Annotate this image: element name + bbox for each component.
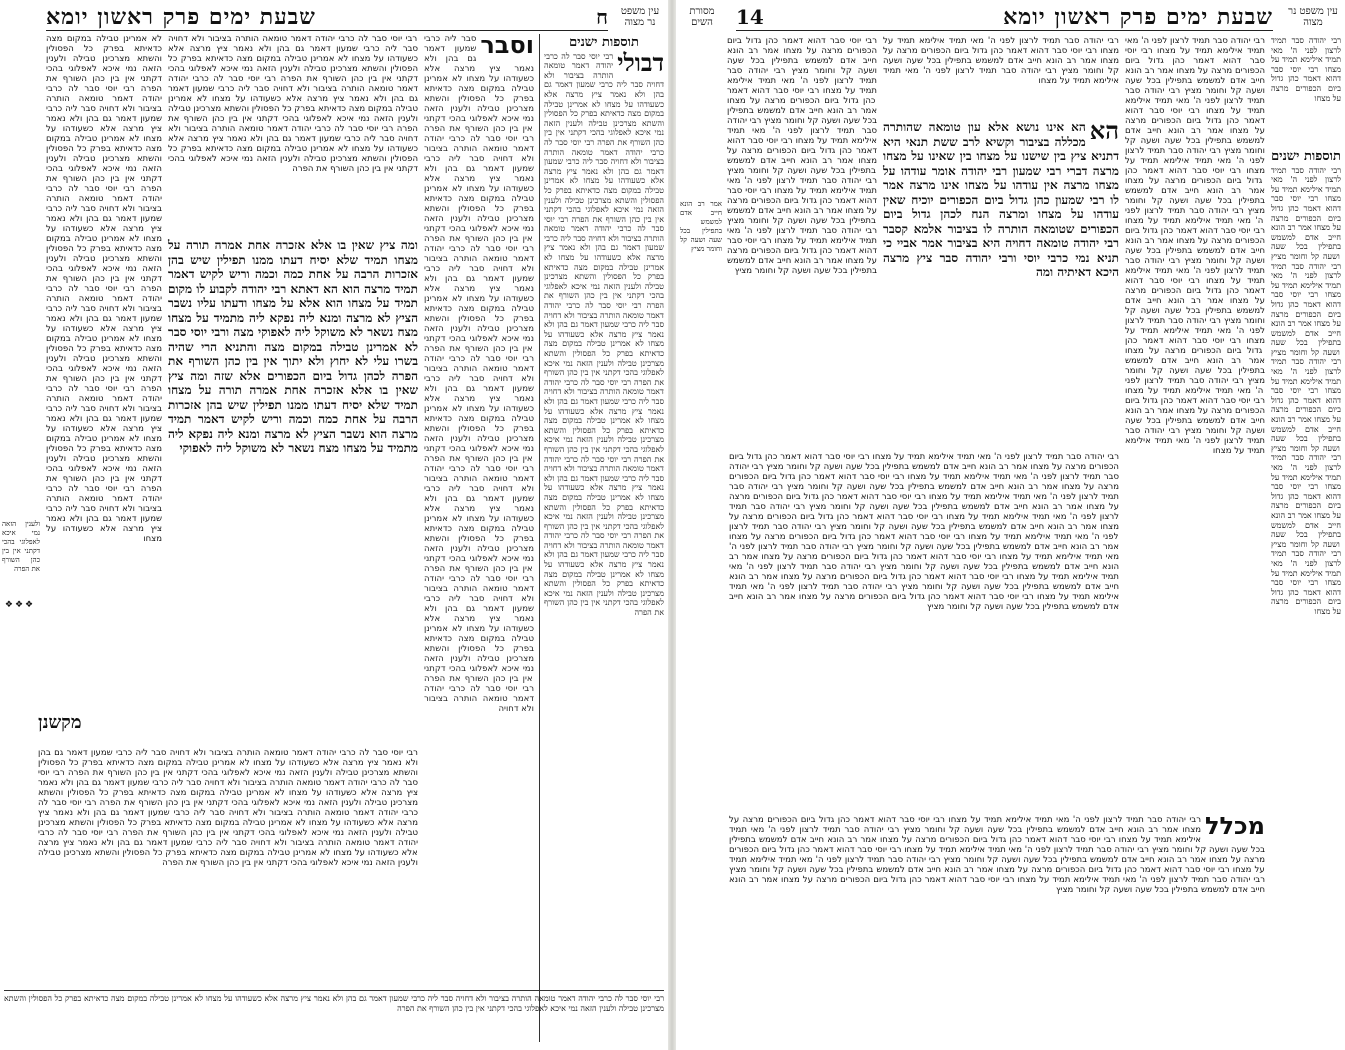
right-ty-text-6: אמר רב הונא חייב אדם למשמש בתפילין בכל שעה ושעה קל וחומר מציץ <box>1271 319 1341 357</box>
right-bottom-text-9: אמר רב הונא חייב אדם למשמש בתפילין בכל שעה ושעה קל וחומר מציץ <box>940 855 1207 865</box>
left-top-text-4: ולענין הזאה נמי איכא לאפלוגי בהכי דקתני אין בין כהן השורף את הפרה <box>168 64 418 84</box>
left-comm-text-23: ולענין הזאה נמי איכא לאפלוגי בהכי דקתני אין בין כהן השורף את הפרה <box>424 654 534 684</box>
right-lower-text-13: רבי יהודה סבר תמיד לרצון לפני ה' מאי תמיד אילימא תמיד על מצחו <box>729 522 1119 542</box>
right-bottom-text-15: אמר רב הונא חייב אדם למשמש בתפילין בכל שעה ושעה קל וחומר מציץ <box>729 875 1265 895</box>
right-bottom-text-7: רבי יהודה סבר תמיד לרצון לפני ה' מאי תמיד אילימא תמיד על מצחו <box>901 845 1149 855</box>
right-masoret-margin <box>680 200 722 700</box>
left-dvar-word: דבולי <box>617 47 664 77</box>
left-lower-text-2: סבר ליה כרבי שמעון דאמר גם בהן ולא נאמר ציץ מרצה אלא כשעודהו על מצחו <box>38 748 418 768</box>
right-lower-text-3: אמר רב הונא חייב אדם למשמש בתפילין בכל שעה ושעה קל וחומר מציץ <box>763 462 1028 472</box>
left-inner-text-13: לא אמרינן טבילה במקום מצה כדאיתא בפרק כל הפסולין והשתא מצרכינן טבילה <box>46 334 162 364</box>
right-rashi-text-2: אמר רב הונא חייב אדם למשמש בתפילין בכל שעה ושעה קל וחומר מציץ <box>727 46 877 76</box>
left-inner-text-19: רבי יוסי סבר לה כרבי יהודה דאמר טומאה הותרה בציבור ולא דחויה <box>46 484 162 514</box>
left-comm-text-7: ולענין הזאה נמי איכא לאפלוגי בהכי דקתני אין בין כהן השורף את הפרה <box>424 214 534 244</box>
left-comm-text-15: ולענין הזאה נמי איכא לאפלוגי בהכי דקתני אין בין כהן השורף את הפרה <box>424 434 534 464</box>
left-lower-text-13: רבי יוסי סבר לה כרבי יהודה דאמר טומאה הותרה בציבור ולא דחויה <box>38 828 419 848</box>
left-outer-commentary-27: לא אמרינן טבילה במקום מצה כדאיתא בפרק כל הפסולין והשתא מצרכינן טבילה <box>544 569 664 598</box>
left-outer-commentary-17: רבי יוסי סבר לה כרבי יהודה דאמר טומאה הותרה בציבור ולא דחויה <box>544 377 664 397</box>
left-gemara-block <box>168 238 418 708</box>
left-comm-text-22: לא אמרינן טבילה במקום מצה כדאיתא בפרק כל הפסולין והשתא מצרכינן טבילה <box>424 624 534 664</box>
left-top-commentary <box>168 34 418 234</box>
right-lower-text-2: רבי יוסי סבר דהוא דאמר כהן גדול ביום הכפורים מרצה על מצחו <box>729 452 1119 472</box>
right-rashi-text-9: רבי יהודה סבר תמיד לרצון לפני ה' מאי תמיד אילימא תמיד על מצחו <box>727 176 877 196</box>
left-lower-text-9: רבי יוסי סבר לה כרבי יהודה דאמר טומאה הותרה בציבור ולא דחויה <box>38 798 418 818</box>
right-rashi-text-10: רבי יוסי סבר דהוא דאמר כהן גדול ביום הכפורים מרצה על מצחו <box>727 186 877 216</box>
right-rashi-text-11: אמר רב הונא חייב אדם למשמש בתפילין בכל שעה ושעה קל וחומר מציץ <box>727 206 876 226</box>
right-lower-text-11: רבי יוסי סבר דהוא דאמר כהן גדול ביום הכפורים מרצה על מצחו <box>729 512 1119 532</box>
left-outer-commentary-5: רבי יוסי סבר לה כרבי יהודה דאמר טומאה הותרה בציבור ולא דחויה <box>544 137 665 167</box>
right-lower-text-7: רבי יהודה סבר תמיד לרצון לפני ה' מאי תמיד אילימא תמיד על מצחו <box>729 482 1119 502</box>
right-rashi-text-13: רבי יוסי סבר דהוא דאמר כהן גדול ביום הכפורים מרצה על מצחו <box>727 236 877 266</box>
left-top-text-1: רבי יוסי סבר לה כרבי יהודה דאמר טומאה הותרה בציבור ולא דחויה <box>168 34 418 44</box>
left-outer-commentary-28: ולענין הזאה נמי איכא לאפלוגי בהכי דקתני אין בין כהן השורף את הפרה <box>544 588 664 618</box>
left-note-1: ולענין הזאה נמי איכא לאפלוגי בהכי דקתני אין בין כהן השורף את הפרה <box>2 520 40 573</box>
right-ty-text-9: אמר רב הונא חייב אדם למשמש בתפילין בכל שעה ושעה קל וחומר מציץ <box>1271 415 1341 453</box>
left-top-text-10: סבר ליה כרבי שמעון דאמר גם בהן ולא נאמר ציץ מרצה אלא כשעודהו על מצחו <box>168 134 418 154</box>
right-tos-text-11: רבי יוסי סבר דהוא דאמר כהן גדול ביום הכפורים מרצה על מצחו <box>1125 226 1265 246</box>
left-top-text-12: ולענין הזאה נמי איכא לאפלוגי בהכי דקתני אין בין כהן השורף את הפרה <box>168 154 418 174</box>
left-lower-text-6: סבר ליה כרבי שמעון דאמר גם בהן ולא נאמר ציץ מרצה אלא כשעודהו על מצחו <box>38 778 418 798</box>
left-outer-commentary-21: רבי יוסי סבר לה כרבי יהודה דאמר טומאה הותרה בציבור ולא דחויה <box>544 454 664 474</box>
left-outer-commentary-12: ולענין הזאה נמי איכא לאפלוגי בהכי דקתני אין בין כהן השורף את הפרה <box>544 281 665 311</box>
right-bottom-text-12: אמר רב הונא חייב אדם למשמש בתפילין בכל שעה ושעה קל וחומר מציץ <box>729 865 994 875</box>
left-tosafot-yeshanim-label: תוספות ישנים <box>569 35 639 50</box>
left-outer-commentary-16: ולענין הזאה נמי איכא לאפלוגי בהכי דקתני אין בין כהן השורף את הפרה <box>544 358 664 387</box>
right-top-text-1: רבי יהודה סבר תמיד לרצון לפני ה' מאי תמיד אילימא תמיד על מצחו <box>883 36 1119 56</box>
left-inner-text-10: ולענין הזאה נמי איכא לאפלוגי בהכי דקתני אין בין כהן השורף את הפרה <box>46 254 162 294</box>
left-lower-text-14: סבר ליה כרבי שמעון דאמר גם בהן ולא נאמר ציץ מרצה אלא כשעודהו על מצחו <box>38 838 418 858</box>
right-top-text-2: רבי יוסי סבר דהוא דאמר כהן גדול ביום הכפורים מרצה על מצחו <box>883 46 1120 66</box>
book-gutter <box>668 0 676 1050</box>
right-tosafot-yeshanim-label: תוספות ישנים <box>1271 149 1341 164</box>
left-outer-commentary-9: רבי יוסי סבר לה כרבי יהודה דאמר טומאה הותרה בציבור ולא דחויה <box>544 214 665 243</box>
left-inner-text-2: ולענין הזאה נמי איכא לאפלוגי בהכי דקתני אין בין כהן השורף את הפרה <box>46 54 162 94</box>
left-gemara-para-2: הא דאתא רבי יהודה לקבוע לו מקום תמיד על מצחו הוא אלא על מצחו ודעתו עליו <box>168 281 418 310</box>
left-inner-text-8: סבר ליה כרבי שמעון דאמר גם בהן ולא נאמר ציץ מרצה אלא כשעודהו על מצחו <box>46 204 162 244</box>
right-tos-text-18: אמר רב הונא חייב אדם למשמש בתפילין בכל שעה ושעה קל וחומר מציץ <box>1125 356 1265 386</box>
left-outer-commentary-22: סבר ליה כרבי שמעון דאמר גם בהן ולא נאמר ציץ מרצה אלא כשעודהו על מצחו <box>544 473 664 502</box>
left-inner-text-20: סבר ליה כרבי שמעון דאמר גם בהן ולא נאמר ציץ מרצה אלא כשעודהו על מצחו <box>46 504 162 544</box>
left-gemara-para-7: נשבר הציץ לא מרצה ומנא ליה נפקא ליה מתמיד על מצחו מצח נשאר לא משוקל ליה לאפוקי <box>168 426 418 455</box>
right-lower-text-6: אמר רב הונא חייב אדם למשמש בתפילין בכל שעה ושעה קל וחומר מציץ <box>783 482 1059 492</box>
right-top-commentary <box>883 36 1119 118</box>
right-ein-text-2: רבי יוסי סבר דהוא דאמר כהן גדול ביום הכפורים מרצה על מצחו <box>1271 64 1341 103</box>
right-tos-text-14: רבי יוסי סבר דהוא דאמר כהן גדול ביום הכפורים מרצה על מצחו <box>1125 276 1265 306</box>
right-rashi-text-14: אמר רב הונא חייב אדם למשמש בתפילין בכל שעה ושעה קל וחומר מציץ <box>727 256 877 276</box>
left-top-text-3: לא אמרינן טבילה במקום מצה כדאיתא בפרק כל הפסולין והשתא מצרכינן טבילה <box>168 54 418 74</box>
left-top-text-5: רבי יוסי סבר לה כרבי יהודה דאמר טומאה הותרה בציבור ולא דחויה <box>168 74 418 94</box>
right-bottom-text-3: אמר רב הונא חייב אדם למשמש בתפילין בכל שעה ושעה קל וחומר מציץ <box>899 825 1179 835</box>
left-inner-text-4: סבר ליה כרבי שמעון דאמר גם בהן ולא נאמר ציץ מרצה אלא כשעודהו על מצחו <box>46 104 162 144</box>
left-top-text-9: רבי יוסי סבר לה כרבי יהודה דאמר טומאה הותרה בציבור ולא דחויה <box>168 124 418 144</box>
right-ha-word: הא <box>1089 116 1119 145</box>
right-lower-text-8: רבי יוסי סבר דהוא דאמר כהן גדול ביום הכפורים מרצה על מצחו <box>729 492 1120 512</box>
left-comm-text-19: ולענין הזאה נמי איכא לאפלוגי בהכי דקתני אין בין כהן השורף את הפרה <box>424 544 534 574</box>
left-lower-text-4: ולענין הזאה נמי איכא לאפלוגי בהכי דקתני אין בין כהן השורף את הפרה <box>64 768 333 778</box>
left-comm-text-14: לא אמרינן טבילה במקום מצה כדאיתא בפרק כל הפסולין והשתא מצרכינן טבילה <box>424 404 534 444</box>
left-comm-text-11: ולענין הזאה נמי איכא לאפלוגי בהכי דקתני אין בין כהן השורף את הפרה <box>424 324 534 354</box>
right-lower-text-23: רבי יוסי סבר דהוא דאמר כהן גדול ביום הכפורים מרצה על מצחו <box>795 592 1034 602</box>
left-inner-text-5: לא אמרינן טבילה במקום מצה כדאיתא בפרק כל הפסולין והשתא מצרכינן טבילה <box>46 134 162 164</box>
right-gemara-para-1: הא אינו נושא אלא עון טומאה שהותרה מכללה בציבור וקשיא לרב ששת תנאי היא דתניא ציץ בין שישנו על מצחו בין שאינו על מצחו מרצה דברי רבי שמעון <box>883 120 1120 178</box>
right-lower-text-12: אמר רב הונא חייב אדם למשמש בתפילין בכל שעה ושעה קל וחומר מציץ <box>826 522 1097 532</box>
right-rashi-text-12: רבי יהודה סבר תמיד לרצון לפני ה' מאי תמיד אילימא תמיד על מצחו <box>727 226 877 246</box>
right-rashi-column <box>727 36 877 446</box>
left-comm-text-6: לא אמרינן טבילה במקום מצה כדאיתא בפרק כל הפסולין והשתא מצרכינן טבילה <box>424 184 534 224</box>
right-tos-text-20: רבי יוסי סבר דהוא דאמר כהן גדול ביום הכפורים מרצה על מצחו <box>1125 396 1265 416</box>
right-bottom-text-1: רבי יהודה סבר תמיד לרצון לפני ה' מאי תמיד אילימא תמיד על מצחו <box>944 815 1201 825</box>
left-lower-text-5: רבי יוסי סבר לה כרבי יהודה דאמר טומאה הותרה בציבור ולא דחויה <box>38 768 418 788</box>
left-gemara-para-3: נשבר הציץ לא מרצה ומנא ליה נפקא ליה מתמיד על מצחו מצח נשאר לא משוקל ליה לאפוקי <box>168 296 418 339</box>
left-footnotes <box>4 994 664 1046</box>
right-rashi-text-8: אמר רב הונא חייב אדם למשמש בתפילין בכל שעה ושעה קל וחומר מציץ <box>727 156 876 176</box>
right-lower-text-4: רבי יהודה סבר תמיד לרצון לפני ה' מאי תמיד אילימא תמיד על מצחו <box>729 462 1119 482</box>
right-lower-text-18: אמר רב הונא חייב אדם למשמש בתפילין בכל שעה ושעה קל וחומר מציץ <box>729 552 1119 572</box>
left-gemara-para-1: ומה ציץ שאין בו אלא אזכרה אחת אמרה תורה על מצחו תמיד שלא יסיח דעתו ממנו תפילין שיש בהן אזכרות הרבה על אחת כמה וכמה וריש לקיש דאמר תמיד מרצה הוא <box>168 238 418 296</box>
right-ty-text-3: אמר רב הונא חייב אדם למשמש בתפילין בכל שעה ושעה קל וחומר מציץ <box>1271 223 1341 261</box>
right-rashi-text-3: רבי יהודה סבר תמיד לרצון לפני ה' מאי תמיד אילימא תמיד על מצחו <box>727 66 877 96</box>
left-folio: ח <box>596 4 608 29</box>
right-tos-text-4: רבי יהודה סבר תמיד לרצון לפני ה' מאי תמיד אילימא תמיד על מצחו <box>1125 86 1265 116</box>
left-inner-text-3: רבי יוסי סבר לה כרבי יהודה דאמר טומאה הותרה בציבור ולא דחויה <box>46 84 162 114</box>
right-ty-text-14: רבי יוסי סבר דהוא דאמר כהן גדול ביום הכפורים מרצה על מצחו <box>1271 578 1341 616</box>
left-outer-commentary-15: לא אמרינן טבילה במקום מצה כדאיתא בפרק כל הפסולין והשתא מצרכינן טבילה <box>544 339 664 368</box>
right-page-header <box>736 4 1273 31</box>
right-lower-text-21: אמר רב הונא חייב אדם למשמש בתפילין בכל שעה ושעה קל וחומר מציץ <box>729 572 1119 592</box>
right-tos-text-9: אמר רב הונא חייב אדם למשמש בתפילין בכל שעה ושעה קל וחומר מציץ <box>1125 186 1265 216</box>
left-gemara-para-6: ומה ציץ שאין בו אלא אזכרה אחת אמרה תורה על מצחו תמיד שלא יסיח דעתו ממנו תפילין שיש בהן אזכרות הרבה על אחת כמה וכמה וריש לקיש דאמר תמיד מרצה הוא <box>168 368 418 441</box>
left-inner-text-18: ולענין הזאה נמי איכא לאפלוגי בהכי דקתני אין בין כהן השורף את הפרה <box>46 454 162 494</box>
left-comm-text-2: לא אמרינן טבילה במקום מצה כדאיתא בפרק כל הפסולין והשתא מצרכינן טבילה <box>424 74 534 114</box>
left-ornament: ❖❖❖ <box>4 600 36 610</box>
right-lower-text-14: רבי יוסי סבר דהוא דאמר כהן גדול ביום הכפורים מרצה על מצחו <box>729 532 966 542</box>
left-outer-commentary-25: רבי יוסי סבר לה כרבי יהודה דאמר טומאה הותרה בציבור ולא דחויה <box>544 531 664 550</box>
left-bottom-rule <box>4 990 664 991</box>
right-rashi-text-6: רבי יהודה סבר תמיד לרצון לפני ה' מאי תמיד אילימא תמיד על מצחו <box>727 116 877 146</box>
left-top-text-6: סבר ליה כרבי שמעון דאמר גם בהן ולא נאמר ציץ מרצה אלא כשעודהו על מצחו <box>168 84 418 104</box>
right-tos-text-17: רבי יוסי סבר דהוא דאמר כהן גדול ביום הכפורים מרצה על מצחו <box>1125 336 1263 356</box>
left-outer-commentary-18: סבר ליה כרבי שמעון דאמר גם בהן ולא נאמר ציץ מרצה אלא כשעודהו על מצחו <box>544 396 664 426</box>
left-outer-commentary-2: סבר ליה כרבי שמעון דאמר גם בהן ולא נאמר ציץ מרצה אלא כשעודהו על מצחו <box>544 80 665 109</box>
left-gemara-para-4: מצה ורבי יוסי סבר לא אמרינן טבילה במקום מצה והתניא הרי שהיה בשרו עלי לא יחוץ ולא יתוך <box>168 325 418 368</box>
right-margin-header: עין משפט נר מצוה <box>1288 6 1338 28</box>
left-notes-margin <box>2 520 40 820</box>
right-running-title: שבעת ימים פרק ראשון יומא <box>1003 4 1273 30</box>
left-outer-commentary-1: רבי יוסי סבר לה כרבי יהודה דאמר טומאה הותרה בציבור ולא דחויה <box>544 51 664 90</box>
left-outer-commentary-26: סבר ליה כרבי שמעון דאמר גם בהן ולא נאמר ציץ מרצה אלא כשעודהו על מצחו <box>544 550 664 579</box>
right-tos-text-13: רבי יהודה סבר תמיד לרצון לפני ה' מאי תמיד אילימא תמיד על מצחו <box>1125 256 1265 286</box>
left-top-text-2: סבר ליה כרבי שמעון דאמר גם בהן ולא נאמר ציץ מרצה אלא כשעודהו על מצחו <box>168 44 418 64</box>
right-rashi-text-7: רבי יוסי סבר דהוא דאמר כהן גדול ביום הכפורים מרצה על מצחו <box>727 136 877 166</box>
right-tos-text-21: אמר רב הונא חייב אדם למשמש בתפילין בכל שעה ושעה קל וחומר מציץ <box>1125 406 1265 436</box>
right-top-text-4: רבי יהודה סבר תמיד לרצון לפני ה' מאי תמיד אילימא תמיד על מצחו <box>883 66 1119 86</box>
right-lower-text-1: רבי יהודה סבר תמיד לרצון לפני ה' מאי תמיד אילימא תמיד על מצחו <box>869 452 1119 462</box>
right-lower-text-19: רבי יהודה סבר תמיד לרצון לפני ה' מאי תמיד אילימא תמיד על מצחו <box>729 562 1120 582</box>
right-masoret-text-1: אמר רב הונא חייב אדם למשמש בתפילין בכל שעה ושעה קל וחומר מציץ <box>680 200 722 253</box>
left-comm-text-3: ולענין הזאה נמי איכא לאפלוגי בהכי דקתני אין בין כהן השורף את הפרה <box>424 104 534 134</box>
left-inner-text-7: רבי יוסי סבר לה כרבי יהודה דאמר טומאה הותרה בציבור ולא דחויה <box>46 184 162 214</box>
right-rashi-text-5: אמר רב הונא חייב אדם למשמש בתפילין בכל שעה ושעה קל וחומר מציץ <box>727 106 877 126</box>
right-bottom-commentary <box>729 812 1266 1045</box>
right-tos-text-16: רבי יהודה סבר תמיד לרצון לפני ה' מאי תמיד אילימא תמיד על מצחו <box>1125 316 1265 346</box>
right-tos-text-10: רבי יהודה סבר תמיד לרצון לפני ה' מאי תמיד אילימא תמיד על מצחו <box>1125 206 1264 226</box>
right-ty-text-8: רבי יוסי סבר דהוא דאמר כהן גדול ביום הכפורים מרצה על מצחו <box>1271 386 1341 425</box>
right-bottom-text-13: רבי יהודה סבר תמיד לרצון לפני ה' מאי תמיד אילימא תמיד על מצחו <box>1014 875 1266 885</box>
right-tos-text-3: אמר רב הונא חייב אדם למשמש בתפילין בכל שעה ושעה קל וחומר מציץ <box>1125 66 1265 96</box>
left-outer-commentary-24: ולענין הזאה נמי איכא לאפלוגי בהכי דקתני אין בין כהן השורף את הפרה <box>544 512 664 541</box>
left-comm-text-8: רבי יוסי סבר לה כרבי יהודה דאמר טומאה הותרה בציבור ולא דחויה <box>424 244 535 274</box>
left-lower-text-11: לא אמרינן טבילה במקום מצה כדאיתא בפרק כל הפסולין והשתא מצרכינן טבילה <box>38 818 419 838</box>
left-comm-text-24: רבי יוסי סבר לה כרבי יהודה דאמר טומאה הותרה בציבור ולא דחויה <box>424 684 534 714</box>
left-mikshan-box <box>38 712 418 752</box>
right-bottom-text-6: אמר רב הונא חייב אדם למשמש בתפילין בכל שעה ושעה קל וחומר מציץ <box>729 835 1265 855</box>
right-lower-text-17: רבי יוסי סבר דהוא דאמר כהן גדול ביום הכפורים מרצה על מצחו <box>758 552 997 562</box>
left-outer-commentary-20: ולענין הזאה נמי איכא לאפלוגי בהכי דקתני אין בין כהן השורף את הפרה <box>544 435 664 464</box>
left-comm-text-20: רבי יוסי סבר לה כרבי יהודה דאמר טומאה הותרה בציבור ולא דחויה <box>424 574 535 604</box>
right-tos-text-1: רבי יהודה סבר תמיד לרצון לפני ה' מאי תמיד אילימא תמיד על מצחו <box>1125 36 1265 56</box>
right-masoret-label: מסורת השים <box>689 6 715 28</box>
left-outer-column <box>544 34 664 1044</box>
left-lower-text-3: לא אמרינן טבילה במקום מצה כדאיתא בפרק כל הפסולין והשתא מצרכינן טבילה <box>38 758 418 778</box>
left-comm-text-18: לא אמרינן טבילה במקום מצה כדאיתא בפרק כל הפסולין והשתא מצרכינן טבילה <box>424 514 534 554</box>
right-ty-text-13: רבי יהודה סבר תמיד לרצון לפני ה' מאי תמיד אילימא תמיד על מצחו <box>1271 549 1341 588</box>
right-tos-text-8: רבי יוסי סבר דהוא דאמר כהן גדול ביום הכפורים מרצה על מצחו <box>1125 166 1263 186</box>
right-gemara-block <box>883 116 1120 410</box>
right-gemara-para-2: רבי יהודה אומר עודהו על מצחו מרצה אין עודהו על מצחו אינו מרצה אמר לו רבי שמעון כהן גדול ביום הכפורים יוכיח שאין עודהו על מצחו ומרצה <box>883 163 1119 221</box>
right-page <box>676 0 1345 1050</box>
left-inner-text-12: סבר ליה כרבי שמעון דאמר גם בהן ולא נאמר ציץ מרצה אלא כשעודהו על מצחו <box>46 304 162 344</box>
left-lower-text-16: ולענין הזאה נמי איכא לאפלוגי בהכי דקתני אין בין כהן השורף את הפרה <box>162 858 418 868</box>
right-tos-text-2: רבי יוסי סבר דהוא דאמר כהן גדול ביום הכפורים מרצה על מצחו <box>1125 46 1265 76</box>
right-lower-text-16: רבי יהודה סבר תמיד לרצון לפני ה' מאי תמיד אילימא תמיד על מצחו <box>729 542 1119 562</box>
left-comm-text-1: סבר ליה כרבי שמעון דאמר גם בהן ולא נאמר ציץ מרצה אלא כשעודהו על מצחו <box>424 34 535 84</box>
right-lower-text-22: רבי יהודה סבר תמיד לרצון לפני ה' מאי תמיד אילימא תמיד על מצחו <box>729 582 1119 602</box>
left-comm-text-9: סבר ליה כרבי שמעון דאמר גם בהן ולא נאמר ציץ מרצה אלא כשעודהו על מצחו <box>424 264 535 304</box>
right-ty-text-1: רבי יהודה סבר תמיד לרצון לפני ה' מאי תמיד אילימא תמיד על מצחו <box>1271 165 1341 204</box>
left-outer-commentary-3: לא אמרינן טבילה במקום מצה כדאיתא בפרק כל הפסולין והשתא מצרכינן טבילה <box>544 99 664 128</box>
right-lower-text-10: רבי יהודה סבר תמיד לרצון לפני ה' מאי תמיד אילימא תמיד על מצחו <box>729 502 1119 522</box>
right-ein-text-1: רבי יהודה סבר תמיד לרצון לפני ה' מאי תמיד אילימא תמיד על מצחו <box>1271 36 1341 74</box>
right-lower-text-15: אמר רב הונא חייב אדם למשמש בתפילין בכל שעה ושעה קל וחומר מציץ <box>853 542 1119 552</box>
left-lower-commentary <box>38 748 418 983</box>
left-rule-1 <box>539 34 540 1042</box>
left-inner-text-14: ולענין הזאה נמי איכא לאפלוגי בהכי דקתני אין בין כהן השורף את הפרה <box>46 354 162 394</box>
left-footnote-2: סבר ליה כרבי שמעון דאמר גם בהן ולא נאמר ציץ מרצה אלא כשעודהו על מצחו <box>203 994 454 1003</box>
right-lower-text-9: אמר רב הונא חייב אדם למשמש בתפילין בכל שעה ושעה קל וחומר מציץ <box>805 502 1083 512</box>
left-outer-commentary-7: לא אמרינן טבילה במקום מצה כדאיתא בפרק כל הפסולין והשתא מצרכינן טבילה <box>544 176 664 205</box>
left-margin-header: עין משפט נר מצוה <box>620 6 660 28</box>
left-outer-commentary-4: ולענין הזאה נמי איכא לאפלוגי בהכי דקתני אין בין כהן השורף את הפרה <box>544 118 664 147</box>
left-top-text-8: ולענין הזאה נמי איכא לאפלוגי בהכי דקתני אין בין כהן השורף את הפרה <box>168 114 418 134</box>
right-rashi-text-1: רבי יוסי סבר דהוא דאמר כהן גדול ביום הכפורים מרצה על מצחו <box>727 36 878 56</box>
left-page-header <box>46 4 608 31</box>
left-lower-text-8: ולענין הזאה נמי איכא לאפלוגי בהכי דקתני אין בין כהן השורף את הפרה <box>96 798 362 808</box>
left-gemara-para-5: אין בין כהן השורף את הפרה לכהן גדול ביום הכפורים אלא שזה <box>168 354 418 383</box>
left-comm-text-21: סבר ליה כרבי שמעון דאמר גם בהן ולא נאמר ציץ מרצה אלא כשעודהו על מצחו <box>424 594 535 634</box>
left-mikshan-label: מקשנן <box>38 712 82 733</box>
right-tos-text-7: רבי יהודה סבר תמיד לרצון לפני ה' מאי תמיד אילימא תמיד על מצחו <box>1125 146 1265 176</box>
left-inner-text-17: לא אמרינן טבילה במקום מצה כדאיתא בפרק כל הפסולין והשתא מצרכינן טבילה <box>46 434 162 464</box>
right-ty-text-5: רבי יוסי סבר דהוא דאמר כהן גדול ביום הכפורים מרצה על מצחו <box>1271 290 1341 329</box>
left-outer-commentary-19: לא אמרינן טבילה במקום מצה כדאיתא בפרק כל הפסולין והשתא מצרכינן טבילה <box>544 416 664 445</box>
left-comm-text-10: לא אמרינן טבילה במקום מצה כדאיתא בפרק כל הפסולין והשתא מצרכינן טבילה <box>424 294 534 334</box>
left-comm-text-4: רבי יוסי סבר לה כרבי יהודה דאמר טומאה הותרה בציבור ולא דחויה <box>424 134 535 164</box>
left-page <box>0 0 668 1050</box>
right-lower-text-20: רבי יוסי סבר דהוא דאמר כהן גדול ביום הכפורים מרצה על מצחו <box>777 572 1014 582</box>
right-lower-text-24: אמר רב הונא חייב אדם למשמש בתפילין בכל שעה ושעה קל וחומר מציץ <box>729 592 1119 612</box>
right-gemara-para-3: הנח לכהן גדול ביום הכפורים שטומאה הותרה לו בציבור אלמא קסבר רבי יהודה טומאה דחויה היא בציבור <box>883 207 1119 250</box>
left-top-text-7: לא אמרינן טבילה במקום מצה כדאיתא בפרק כל הפסולין והשתא מצרכינן טבילה <box>168 94 418 114</box>
left-running-title: שבעת ימים פרק ראשון יומא <box>46 4 316 30</box>
right-ty-text-4: רבי יהודה סבר תמיד לרצון לפני ה' מאי תמיד אילימא תמיד על מצחו <box>1271 261 1341 300</box>
right-top-text-3: אמר רב הונא חייב אדם למשמש בתפילין בכל שעה ושעה קל וחומר מציץ <box>883 56 1119 76</box>
left-comm-text-13: סבר ליה כרבי שמעון דאמר גם בהן ולא נאמר ציץ מרצה אלא כשעודהו על מצחו <box>424 374 535 414</box>
left-inner-text-16: סבר ליה כרבי שמעון דאמר גם בהן ולא נאמר ציץ מרצה אלא כשעודהו על מצחו <box>46 404 162 444</box>
left-outer-commentary-6: סבר ליה כרבי שמעון דאמר גם בהן ולא נאמר ציץ מרצה אלא כשעודהו על מצחו <box>544 157 665 186</box>
left-comm-text-12: רבי יוסי סבר לה כרבי יהודה דאמר טומאה הותרה בציבור ולא דחויה <box>424 354 535 384</box>
right-ty-text-2: רבי יוסי סבר דהוא דאמר כהן גדול ביום הכפורים מרצה על מצחו <box>1271 194 1341 233</box>
right-bottom-text-8: רבי יוסי סבר דהוא דאמר כהן גדול ביום הכפורים מרצה על מצחו <box>729 845 1265 865</box>
right-tos-text-12: אמר רב הונא חייב אדם למשמש בתפילין בכל שעה ושעה קל וחומר מציץ <box>1125 236 1265 266</box>
right-gemara-para-5: ומה <box>1035 265 1054 279</box>
right-mikal-word: מכלל <box>1205 812 1265 840</box>
left-inner-text-9: לא אמרינן טבילה במקום מצה כדאיתא בפרק כל הפסולין והשתא מצרכינן טבילה <box>46 234 162 264</box>
right-tosafot-yeshanim <box>1271 148 1341 616</box>
left-footnote-1: רבי יוסי סבר לה כרבי יהודה דאמר טומאה הותרה בציבור ולא דחויה <box>453 994 665 1003</box>
right-lower-commentary <box>729 452 1119 812</box>
left-comm-text-16: רבי יוסי סבר לה כרבי יהודה דאמר טומאה הותרה בציבור ולא דחויה <box>424 464 535 494</box>
left-outer-commentary-11: לא אמרינן טבילה במקום מצה כדאיתא בפרק כל הפסולין והשתא מצרכינן טבילה <box>544 253 664 291</box>
right-ty-text-12: אמר רב הונא חייב אדם למשמש בתפילין בכל שעה ושעה קל וחומר מציץ <box>1271 510 1341 549</box>
left-vesaber-word: וסבר <box>480 31 534 59</box>
right-bottom-text-10: רבי יהודה סבר תמיד לרצון לפני ה' מאי תמיד אילימא תמיד על מצחו <box>729 855 1265 875</box>
left-outer-commentary-10: סבר ליה כרבי שמעון דאמר גם בהן ולא נאמר ציץ מרצה אלא כשעודהו על מצחו <box>544 233 664 263</box>
left-top-text-11: לא אמרינן טבילה במקום מצה כדאיתא בפרק כל הפסולין והשתא מצרכינן טבילה <box>168 144 418 164</box>
left-inner-text-11: רבי יוסי סבר לה כרבי יהודה דאמר טומאה הותרה בציבור ולא דחויה <box>46 284 162 314</box>
left-outer-commentary-13: רבי יוסי סבר לה כרבי יהודה דאמר טומאה הותרה בציבור ולא דחויה <box>544 301 664 320</box>
left-inner-text-15: רבי יוסי סבר לה כרבי יהודה דאמר טומאה הותרה בציבור ולא דחויה <box>46 384 162 414</box>
left-lower-text-15: לא אמרינן טבילה במקום מצה כדאיתא בפרק כל הפסולין והשתא מצרכינן טבילה <box>38 848 331 858</box>
left-comm-text-5: סבר ליה כרבי שמעון דאמר גם בהן ולא נאמר ציץ מרצה אלא כשעודהו על מצחו <box>424 154 535 194</box>
right-rashi-text-4: רבי יוסי סבר דהוא דאמר כהן גדול ביום הכפורים מרצה על מצחו <box>727 86 876 106</box>
right-ty-text-11: רבי יוסי סבר דהוא דאמר כהן גדול ביום הכפורים מרצה על מצחו <box>1271 482 1341 520</box>
left-inner-text-1: לא אמרינן טבילה במקום מצה כדאיתא בפרק כל הפסולין והשתא מצרכינן טבילה <box>46 34 162 64</box>
left-commentary-column <box>424 31 535 1044</box>
right-ein-mishpat <box>1271 36 1341 146</box>
left-lower-text-1: רבי יוסי סבר לה כרבי יהודה דאמר טומאה הותרה בציבור ולא דחויה <box>166 748 418 758</box>
right-ty-text-7: רבי יהודה סבר תמיד לרצון לפני ה' מאי תמיד אילימא תמיד על מצחו <box>1271 357 1341 396</box>
right-tos-text-15: אמר רב הונא חייב אדם למשמש בתפילין בכל שעה ושעה קל וחומר מציץ <box>1125 296 1265 326</box>
right-bottom-text-14: רבי יוסי סבר דהוא דאמר כהן גדול ביום הכפורים מרצה על מצחו <box>778 875 1015 885</box>
left-outer-commentary-23: לא אמרינן טבילה במקום מצה כדאיתא בפרק כל הפסולין והשתא מצרכינן טבילה <box>544 492 664 522</box>
right-tos-text-19: רבי יהודה סבר תמיד לרצון לפני ה' מאי תמיד אילימא תמיד על מצחו <box>1125 376 1264 396</box>
left-footnote-4: ולענין הזאה נמי איכא לאפלוגי בהכי דקתני אין בין כהן השורף את הפרה <box>397 1003 617 1013</box>
left-outer-commentary-8: ולענין הזאה נמי איכא לאפלוגי בהכי דקתני אין בין כהן השורף את הפרה <box>544 195 664 224</box>
right-folio: 14 <box>736 5 764 29</box>
right-ty-text-10: רבי יהודה סבר תמיד לרצון לפני ה' מאי תמיד אילימא תמיד על מצחו <box>1271 453 1341 492</box>
right-bottom-text-2: רבי יוסי סבר דהוא דאמר כהן גדול ביום הכפורים מרצה על מצחו <box>729 815 1202 835</box>
right-gemara-para-4: אמר אביי כי תניא נמי כרבי יוסי ורבי יהודה סבר ציץ מרצה היכא דאיתיה <box>883 236 1119 279</box>
right-tosafot-column <box>1125 36 1265 686</box>
right-tos-text-6: אמר רב הונא חייב אדם למשמש בתפילין בכל שעה ושעה קל וחומר מציץ <box>1125 126 1265 156</box>
left-inner-commentary <box>46 34 162 604</box>
right-bottom-text-4: רבי יהודה סבר תמיד לרצון לפני ה' מאי תמיד אילימא תמיד על מצחו <box>729 825 1201 845</box>
right-tos-text-5: רבי יוסי סבר דהוא דאמר כהן גדול ביום הכפורים מרצה על מצחו <box>1125 106 1265 136</box>
left-footnote-3: לא אמרינן טבילה במקום מצה כדאיתא בפרק כל הפסולין והשתא מצרכינן טבילה <box>4 994 664 1013</box>
left-comm-text-17: סבר ליה כרבי שמעון דאמר גם בהן ולא נאמר ציץ מרצה אלא כשעודהו על מצחו <box>424 484 535 524</box>
left-lower-text-12: ולענין הזאה נמי איכא לאפלוגי בהכי דקתני אין בין כהן השורף את הפרה <box>118 828 392 838</box>
right-bottom-text-5: רבי יוסי סבר דהוא דאמר כהן גדול ביום הכפורים מרצה על מצחו <box>876 835 1116 845</box>
left-inner-text-6: ולענין הזאה נמי איכא לאפלוגי בהכי דקתני אין בין כהן השורף את הפרה <box>46 154 162 194</box>
right-bottom-text-11: רבי יוסי סבר דהוא דאמר כהן גדול ביום הכפורים מרצה על מצחו <box>993 865 1230 875</box>
left-outer-commentary-14: סבר ליה כרבי שמעון דאמר גם בהן ולא נאמר ציץ מרצה אלא כשעודהו על מצחו <box>544 320 664 349</box>
right-lower-text-5: רבי יוסי סבר דהוא דאמר כהן גדול ביום הכפורים מרצה על מצחו <box>729 472 1119 492</box>
left-lower-text-7: לא אמרינן טבילה במקום מצה כדאיתא בפרק כל הפסולין והשתא מצרכינן טבילה <box>38 788 419 808</box>
right-tos-text-22: רבי יהודה סבר תמיד לרצון לפני ה' מאי תמיד אילימא תמיד על מצחו <box>1125 426 1265 456</box>
left-lower-text-10: סבר ליה כרבי שמעון דאמר גם בהן ולא נאמר ציץ מרצה אלא כשעודהו על מצחו <box>38 808 419 828</box>
